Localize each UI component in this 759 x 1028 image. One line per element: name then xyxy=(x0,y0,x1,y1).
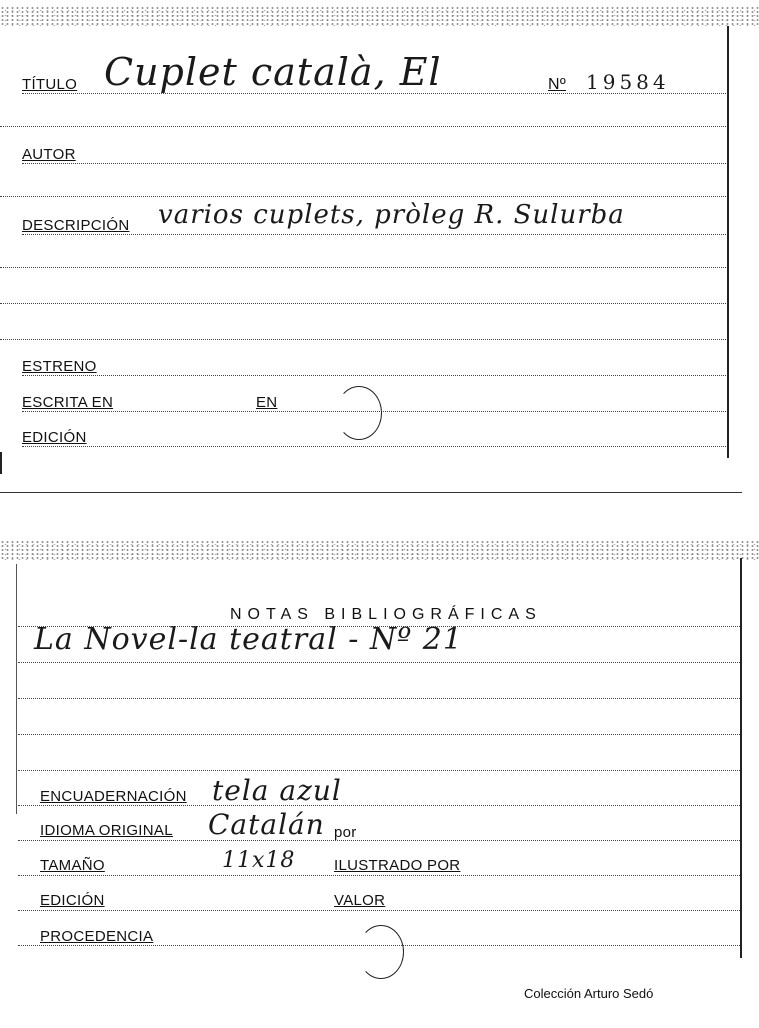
idioma-label: IDIOMA ORIGINAL xyxy=(40,822,173,839)
rule-8 xyxy=(0,339,726,340)
por-label: por xyxy=(334,824,357,841)
rule-4 xyxy=(0,196,726,197)
card-bottom-right-border xyxy=(740,558,742,958)
stamp-circle-mark xyxy=(336,386,382,440)
encuadernacion-rule xyxy=(18,805,740,806)
card-top-edge-texture xyxy=(0,6,759,26)
catalog-card-bottom xyxy=(0,540,759,1028)
descripcion-rule xyxy=(22,234,726,235)
edicion-label: EDICIÓN xyxy=(22,429,87,446)
notes-rule-3 xyxy=(18,698,740,699)
notes-rule-2 xyxy=(18,662,740,663)
titulo-label: TÍTULO xyxy=(22,76,78,93)
card-bottom-edge-texture xyxy=(0,540,759,560)
notas-heading: NOTAS BIBLIOGRÁFICAS xyxy=(230,606,542,623)
descripcion-value: varios cuplets, pròleg R. Sulurba xyxy=(158,200,625,230)
card-top-left-mark xyxy=(0,452,2,474)
card-bottom-left-border xyxy=(16,564,17,814)
idioma-value: Catalán xyxy=(208,808,325,841)
edicion-rule xyxy=(22,446,726,447)
edicion-rule-bottom xyxy=(18,910,740,911)
en-label: EN xyxy=(256,394,278,411)
edicion-label-bottom: EDICIÓN xyxy=(40,892,105,909)
stamp-circle-mark-bottom xyxy=(358,925,404,979)
autor-label: AUTOR xyxy=(22,146,76,163)
notes-value: La Novel-la teatral - Nº 21 xyxy=(34,622,463,657)
procedencia-label: PROCEDENCIA xyxy=(40,928,154,945)
titulo-rule xyxy=(22,93,726,94)
escrita-en-label: ESCRITA EN xyxy=(22,394,114,411)
encuadernacion-label: ENCUADERNACIÓN xyxy=(40,788,187,805)
estreno-rule xyxy=(22,375,726,376)
tamano-value: 11x18 xyxy=(222,848,296,873)
notes-rule-5 xyxy=(18,770,740,771)
descripcion-label: DESCRIPCIÓN xyxy=(22,217,130,234)
rule-7 xyxy=(0,303,726,304)
numero-label: Nº xyxy=(548,76,566,93)
numero-value: 19584 xyxy=(586,70,670,94)
card-top-right-border xyxy=(727,26,729,458)
tamano-label: TAMAÑO xyxy=(40,857,105,874)
autor-rule xyxy=(22,163,726,164)
tamano-rule xyxy=(18,875,740,876)
titulo-value: Cuplet català, El xyxy=(104,50,442,94)
encuadernacion-value: tela azul xyxy=(212,774,342,807)
notes-rule-4 xyxy=(18,734,740,735)
notes-rule-1 xyxy=(18,626,740,627)
catalog-card-top xyxy=(0,0,759,495)
idioma-rule xyxy=(18,840,740,841)
rule-6 xyxy=(0,267,726,268)
rule-2 xyxy=(0,126,726,127)
card-top-bottom-edge xyxy=(0,492,742,493)
estreno-label: ESTRENO xyxy=(22,358,97,375)
collection-footer: Colección Arturo Sedó xyxy=(524,986,654,1001)
valor-label: VALOR xyxy=(334,892,386,909)
ilustrado-label: ILUSTRADO POR xyxy=(334,857,461,874)
